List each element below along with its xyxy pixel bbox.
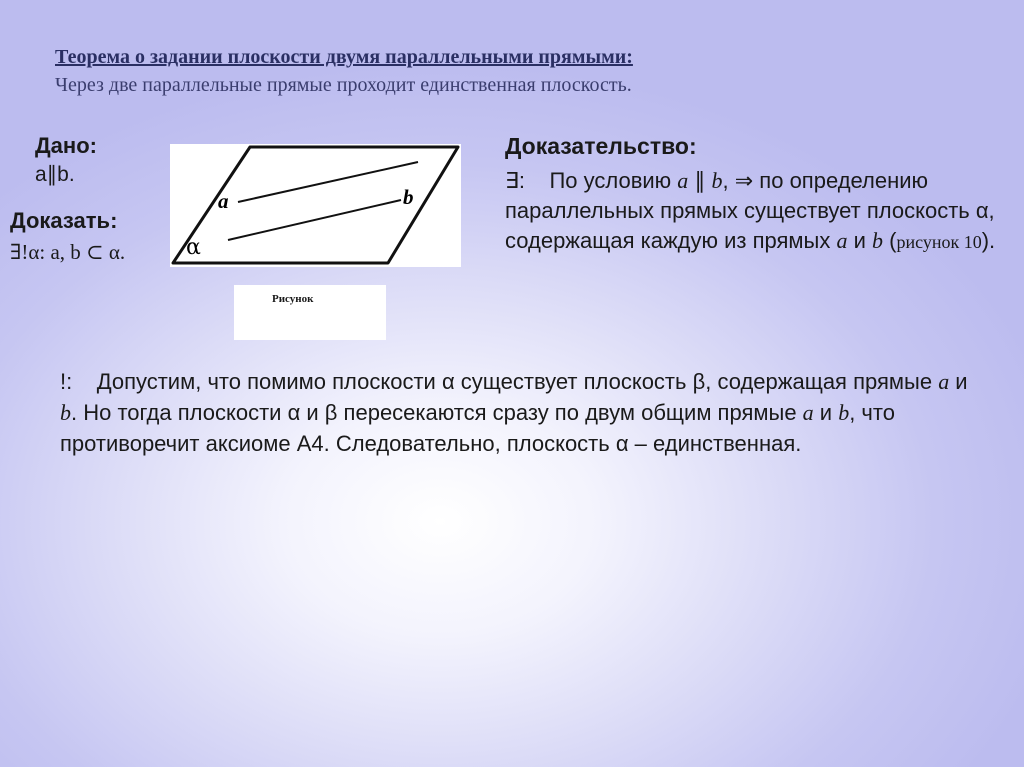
proof-existence-paragraph: ∃: По условию a ∥ b, ⇒ по определению параллельных прямых существует плоскость α, содержащая каждую из прямых a и b (рисунок 10). xyxy=(505,168,996,253)
plane-figure xyxy=(170,144,461,267)
proof-heading: Доказательство: xyxy=(505,133,697,159)
proof-uniqueness-paragraph: !: Допустим, что помимо плоскости α существует плоскость β, содержащая прямые a и b. Но тогда плоскости α и β пересекаются сразу по двум общим прямые a и b, что противоречит аксиоме А4. Следовательно, плоскость α – единственная. xyxy=(60,369,968,456)
label-a: a xyxy=(218,189,229,213)
theorem-statement: Через две параллельные прямые проходит единственная плоскость. xyxy=(55,74,632,96)
figure-caption-box xyxy=(234,285,386,340)
plane-alpha-outline xyxy=(173,147,458,263)
theorem-title: Теорема о задании плоскости двумя параллельными прямыми: xyxy=(55,46,633,68)
label-b: b xyxy=(403,185,414,209)
given-value: a∥b. xyxy=(35,163,75,186)
figure-reference: рисунок 10 xyxy=(896,232,982,252)
prove-value: ∃!α: a, b ⊂ α. xyxy=(10,240,126,264)
exists-marker: ∃: xyxy=(505,168,526,193)
label-alpha: α xyxy=(186,235,201,260)
figure-caption: Рисунок xyxy=(272,293,314,305)
line-a xyxy=(238,162,418,202)
line-b xyxy=(228,200,401,240)
given-heading: Дано: xyxy=(35,133,97,158)
parallelogram-diagram xyxy=(170,144,461,267)
prove-heading: Доказать: xyxy=(10,208,118,233)
uniqueness-marker: !: xyxy=(60,369,73,394)
